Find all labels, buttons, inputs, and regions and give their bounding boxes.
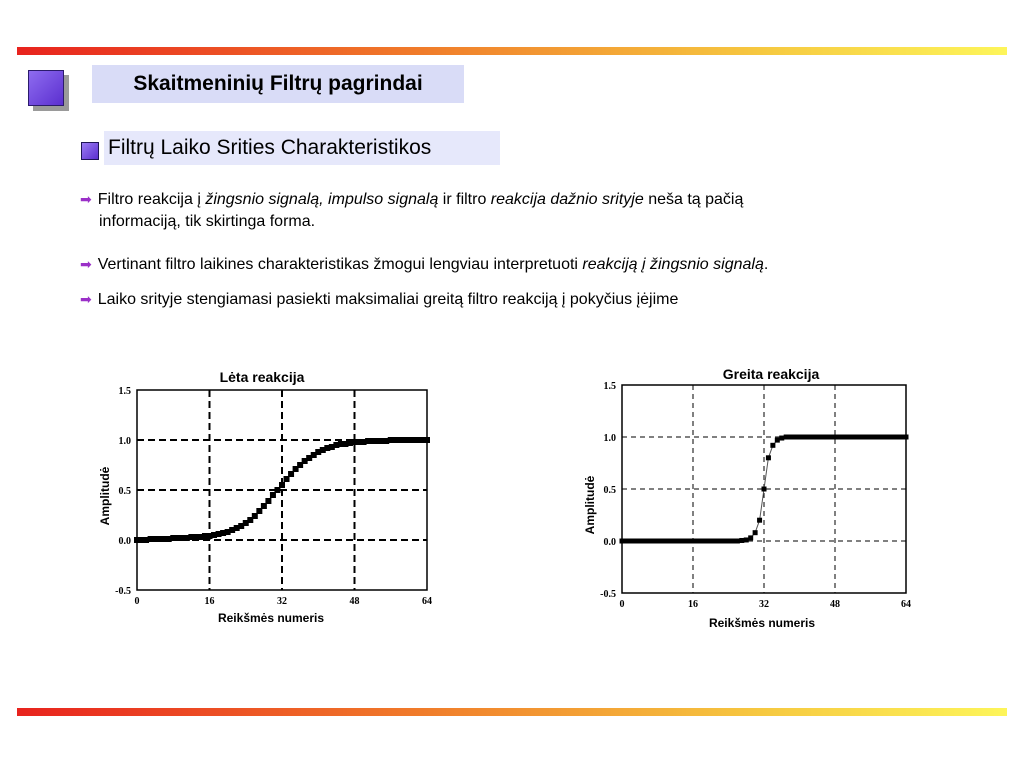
bullet-1-text-c: ir filtro [438,191,491,208]
y-axis-label: Amplitudė [583,475,597,535]
data-point [624,539,629,544]
data-point [637,539,642,544]
data-point [895,435,900,440]
data-point [810,435,815,440]
chart-title: Greita reakcija [722,366,820,382]
data-point [770,443,775,448]
data-point [664,539,669,544]
y-tick-label: -0.5 [115,586,131,597]
data-point [659,539,664,544]
data-point [784,435,789,440]
data-point [824,435,829,440]
data-point [757,518,762,523]
chart-fast-response [578,355,923,635]
slide-logo-square [28,70,64,106]
data-point [265,498,271,504]
data-point [841,435,846,440]
data-point [766,455,771,460]
bullet-1-text-e: neša tą pačią [643,191,744,208]
data-point [704,539,709,544]
data-point [846,435,851,440]
data-point [872,435,877,440]
data-point [801,435,806,440]
x-tick-label: 0 [619,599,625,610]
arrow-right-icon: ➡ [80,191,92,207]
data-point [722,539,727,544]
data-point [744,537,749,542]
bullet-2 [80,253,980,276]
data-point [699,539,704,544]
data-point [833,435,838,440]
x-tick-label: 0 [134,596,140,607]
data-point [793,435,798,440]
data-point [859,435,864,440]
data-point [642,539,647,544]
y-axis-label: Amplitudė [98,466,112,526]
data-point [686,539,691,544]
data-point [668,539,673,544]
arrow-right-icon: ➡ [80,291,92,307]
data-point [775,438,780,443]
data-point [899,435,904,440]
x-tick-label: 48 [349,596,360,607]
data-point [779,436,784,441]
bullet-2-text-c: . [763,256,769,273]
data-point [713,539,718,544]
y-tick-label: 0.5 [603,485,616,496]
data-point [424,437,430,443]
page-title: Skaitmeninių Filtrų pagrindai [133,72,423,95]
data-point [726,539,731,544]
bullet-2-text-a: Vertinant filtro laikines charakteristikas žmogui lengviau interpretuoti [97,256,583,273]
x-tick-label: 64 [901,599,911,610]
y-tick-label: 1.0 [603,433,616,444]
x-axis-label: Reikšmės numeris [708,616,816,630]
data-point [735,539,740,544]
bullet-2-text-b: reakciją į žingsnio signalą [582,256,764,273]
data-point [890,435,895,440]
bullet-3-text: Laiko srityje stengiamasi pasiekti maksimaliai greitą filtro reakciją į pokyčius įėjime [97,291,679,308]
data-point [677,539,682,544]
data-point [806,435,811,440]
x-axis-label: Reikšmės numeris [217,611,325,625]
data-point [837,435,842,440]
subtitle-box [104,131,500,165]
bullet-1-text-a: Filtro reakcija į [97,191,206,208]
data-point [730,539,735,544]
x-tick-label: 48 [830,599,840,610]
x-tick-label: 32 [277,596,287,607]
data-point [673,539,678,544]
data-point [762,487,767,492]
data-point [788,435,793,440]
y-tick-label: 1.0 [118,436,131,447]
data-point [886,435,891,440]
data-point [855,435,860,440]
arrow-right-icon: ➡ [80,256,92,272]
data-point [620,539,625,544]
y-tick-label: 0.5 [118,486,131,497]
data-point [695,539,700,544]
data-point [797,435,802,440]
top-gradient-rule [17,47,1007,55]
data-point [748,535,753,540]
data-point [881,435,886,440]
data-point [646,539,651,544]
data-point [279,482,285,488]
bottom-gradient-rule [17,708,1007,716]
data-point [691,539,696,544]
data-point [717,539,722,544]
data-point [682,539,687,544]
subtitle: Filtrų Laiko Srities Charakteristikos [108,136,432,159]
subtitle-bullet-square-icon [81,142,99,160]
data-point [708,539,713,544]
data-point [753,530,758,535]
chart-title: Lėta reakcija [219,369,305,385]
data-point [819,435,824,440]
data-point [628,539,633,544]
data-point [850,435,855,440]
data-point [655,539,660,544]
bullet-3 [80,288,980,311]
data-point [877,435,882,440]
x-tick-label: 32 [759,599,769,610]
bullet-1-line-2: informaciją, tik skirtinga forma. [99,213,316,230]
data-point [633,539,638,544]
data-point [868,435,873,440]
data-point [739,538,744,543]
y-tick-label: -0.5 [600,589,616,600]
y-tick-label: 0.0 [603,537,616,548]
x-tick-label: 16 [204,596,215,607]
chart-slow-response [95,360,440,630]
y-tick-label: 1.5 [118,386,131,397]
x-tick-label: 64 [422,596,432,607]
bullet-1-text-b: žingsnio signalą, impulso signalą [205,191,439,208]
data-point [828,435,833,440]
page-title-box [92,65,464,103]
data-point [815,435,820,440]
bullet-1-text-d: reakcija dažnio srityje [490,191,644,208]
y-tick-label: 0.0 [118,536,131,547]
x-tick-label: 16 [688,599,698,610]
data-point [864,435,869,440]
bullet-1 [80,188,940,233]
data-point [651,539,656,544]
data-point [904,435,909,440]
y-tick-label: 1.5 [603,381,616,392]
